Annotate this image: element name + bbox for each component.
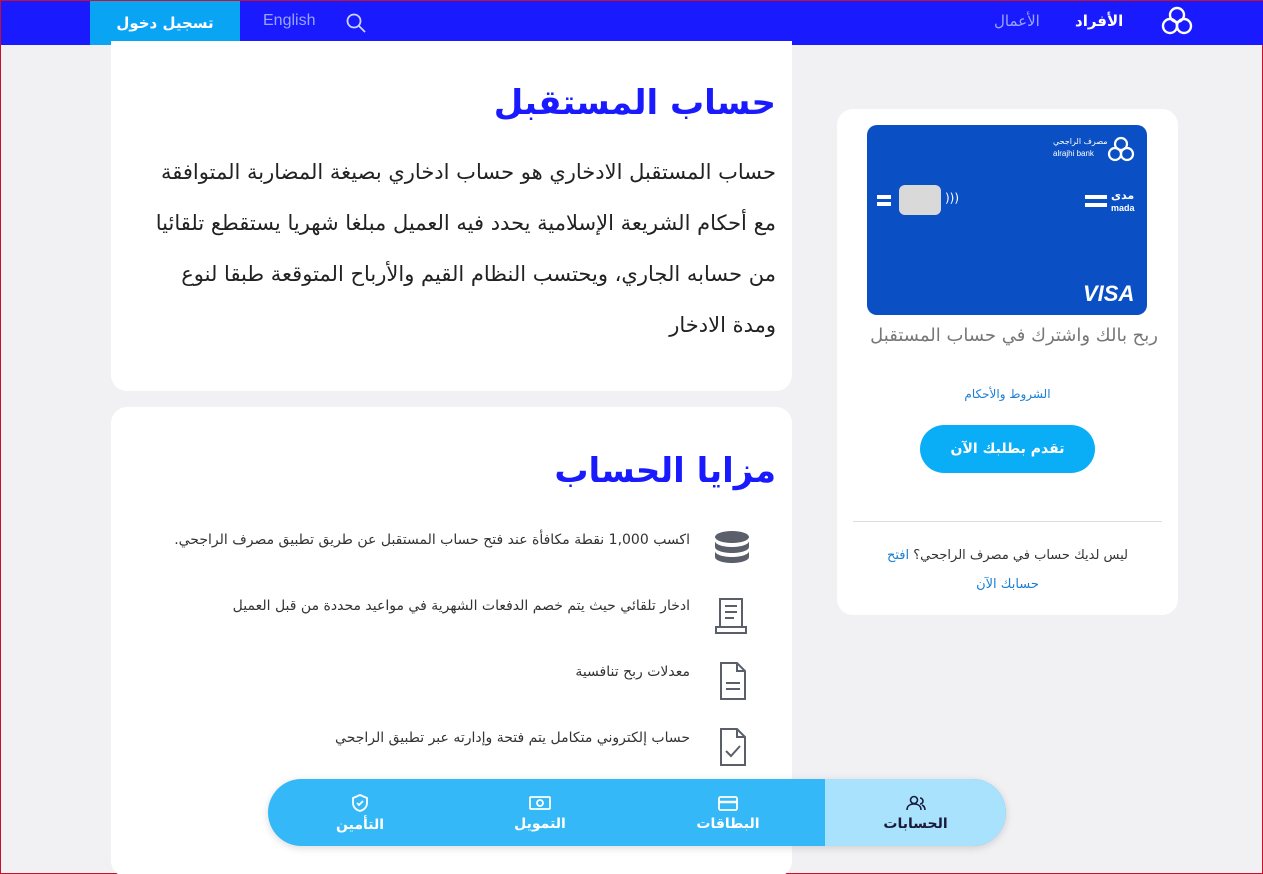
shield-icon xyxy=(350,793,370,813)
advantages-title: مزايا الحساب xyxy=(554,451,776,491)
coins-stack-icon xyxy=(712,527,752,571)
contactless-icon: ))) xyxy=(945,191,960,205)
users-icon xyxy=(905,794,927,812)
divider xyxy=(853,521,1162,522)
tab-accounts-label: الحسابات xyxy=(883,815,948,832)
login-button[interactable]: تسجيل دخول xyxy=(90,1,240,45)
tab-insurance[interactable] xyxy=(268,779,452,846)
card-chip-icon xyxy=(899,185,941,215)
open-account-link[interactable]: افتح حسابك الآن xyxy=(886,548,1039,592)
promo-side-card xyxy=(837,109,1178,615)
no-account-prompt xyxy=(867,541,1148,599)
feature-text: اكسب 1,000 نقطة مكافأة عند فتح حساب المستقبل عن طريق تطبيق مصرف الراجحي. xyxy=(174,532,690,548)
bottom-tab-bar xyxy=(268,779,1006,846)
account-description-card xyxy=(111,41,792,391)
money-icon xyxy=(528,794,552,812)
nav-individuals[interactable]: الأفراد xyxy=(1075,12,1124,30)
alrajhi-card-logo-icon xyxy=(1103,135,1139,165)
visa-logo: VISA xyxy=(1083,281,1135,306)
feature-text: معدلات ربح تنافسية xyxy=(575,664,690,680)
card-bank-name-ar: مصرف الراجحي xyxy=(1053,137,1108,146)
feature-item xyxy=(112,593,752,643)
receipt-icon xyxy=(712,593,752,637)
document-check-icon xyxy=(712,725,752,769)
page-title: حساب المستقبل xyxy=(493,83,776,123)
account-description: حساب المستقبل الادخاري هو حساب ادخاري بصيغة المضاربة المتوافقة مع أحكام الشريعة الإسلامية يحدد فيه العميل مبلغا شهريا يستقطع تلقائيا من حسابه الجاري، ويحتسب النظام القيم والأرباح المتوقعة طبقا لنوع ومدة الادخار xyxy=(155,160,776,337)
tab-cards-label: البطاقات xyxy=(696,815,760,832)
feature-item xyxy=(112,527,752,577)
card-mada-ar: مدى xyxy=(1111,189,1135,202)
alrajhi-logo-icon[interactable] xyxy=(1160,5,1194,39)
apply-now-button[interactable]: تقدم بطلبك الآن xyxy=(920,425,1095,473)
tab-insurance-label: التأمين xyxy=(336,816,385,833)
tab-accounts[interactable] xyxy=(825,779,1006,846)
tab-finance[interactable] xyxy=(448,779,632,846)
terms-link[interactable]: الشروط والأحكام xyxy=(964,387,1051,401)
tab-finance-label: التمويل xyxy=(514,815,566,832)
feature-text: ادخار تلقائي حيث يتم خصم الدفعات الشهرية في مواعيد محددة من قبل العميل xyxy=(232,598,690,614)
top-navbar xyxy=(1,1,1263,45)
no-account-text: ليس لديك حساب في مصرف الراجحي؟ xyxy=(913,548,1129,563)
language-switch-english[interactable]: English xyxy=(263,12,316,29)
tab-cards[interactable] xyxy=(636,779,820,846)
feature-text: حساب إلكتروني متكامل يتم فتحة وإدارته عبر تطبيق الراجحي xyxy=(335,730,690,746)
card-bank-name-en: alrajhi bank xyxy=(1053,149,1094,158)
feature-item xyxy=(112,659,752,709)
bank-card-image xyxy=(867,125,1147,315)
feature-item xyxy=(112,725,752,775)
credit-card-icon xyxy=(717,794,739,812)
promo-text: ربح بالك واشترك في حساب المستقبل xyxy=(870,325,1158,346)
card-stripe-icon xyxy=(877,195,891,199)
document-icon xyxy=(712,659,752,703)
search-icon[interactable] xyxy=(345,12,367,34)
mada-bars-icon xyxy=(1085,195,1107,199)
nav-business[interactable]: الأعمال xyxy=(994,12,1040,30)
card-mada-en: mada xyxy=(1111,203,1135,213)
